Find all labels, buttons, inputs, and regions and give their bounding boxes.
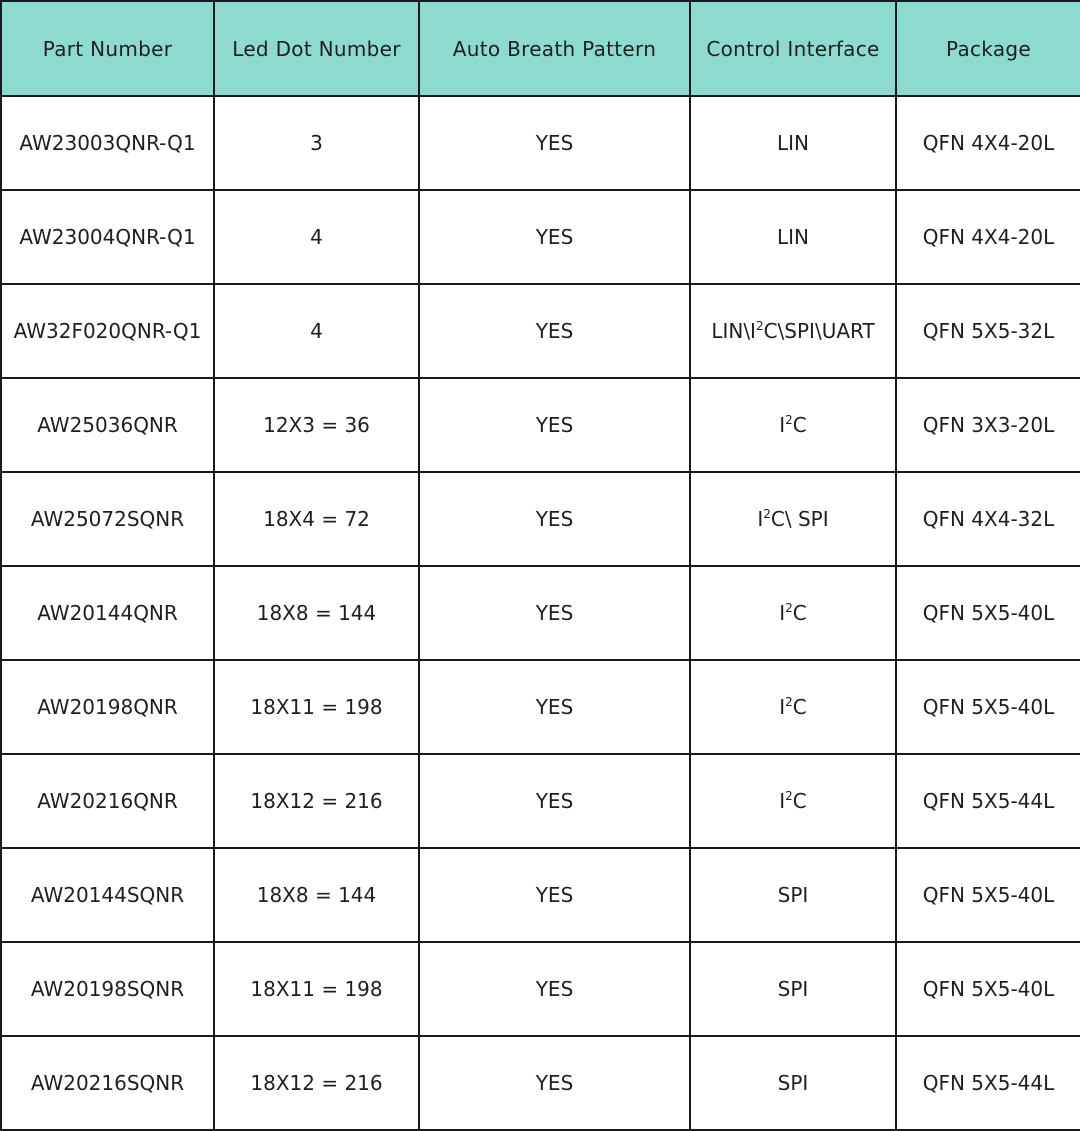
cell-led-dot-number: 18X8 = 144 bbox=[214, 566, 419, 660]
cell-auto-breath: YES bbox=[419, 378, 690, 472]
iface-superscript: 2 bbox=[785, 789, 793, 803]
cell-led-dot-number: 18X4 = 72 bbox=[214, 472, 419, 566]
iface-superscript: 2 bbox=[763, 507, 771, 521]
cell-part-number: AW25072SQNR bbox=[1, 472, 214, 566]
cell-auto-breath: YES bbox=[419, 566, 690, 660]
cell-package: QFN 4X4-20L bbox=[896, 190, 1080, 284]
iface-text: SPI bbox=[777, 977, 809, 1001]
iface-text: C bbox=[792, 601, 807, 625]
cell-control-interface bbox=[690, 942, 896, 1036]
header-led-dot-number: Led Dot Number bbox=[214, 1, 419, 96]
cell-led-dot-number: 3 bbox=[214, 96, 419, 190]
iface-superscript: 2 bbox=[785, 413, 793, 427]
iface-text: SPI bbox=[777, 883, 809, 907]
table-row bbox=[1, 284, 1080, 378]
iface-text: LIN bbox=[776, 131, 809, 155]
table-row bbox=[1, 942, 1080, 1036]
cell-control-interface bbox=[690, 660, 896, 754]
cell-part-number: AW20216QNR bbox=[1, 754, 214, 848]
iface-text: C\SPI\UART bbox=[763, 319, 875, 343]
cell-led-dot-number: 12X3 = 36 bbox=[214, 378, 419, 472]
cell-control-interface bbox=[690, 566, 896, 660]
table-row bbox=[1, 190, 1080, 284]
cell-package: QFN 4X4-32L bbox=[896, 472, 1080, 566]
cell-part-number: AW32F020QNR-Q1 bbox=[1, 284, 214, 378]
iface-text: I bbox=[779, 695, 786, 719]
cell-auto-breath: YES bbox=[419, 660, 690, 754]
cell-package: QFN 3X3-20L bbox=[896, 378, 1080, 472]
cell-part-number: AW25036QNR bbox=[1, 378, 214, 472]
cell-package: QFN 5X5-32L bbox=[896, 284, 1080, 378]
cell-part-number: AW23004QNR-Q1 bbox=[1, 190, 214, 284]
cell-part-number: AW20198QNR bbox=[1, 660, 214, 754]
header-control-interface: Control Interface bbox=[690, 1, 896, 96]
table-row bbox=[1, 660, 1080, 754]
cell-control-interface bbox=[690, 284, 896, 378]
cell-part-number: AW23003QNR-Q1 bbox=[1, 96, 214, 190]
cell-led-dot-number: 18X12 = 216 bbox=[214, 1036, 419, 1130]
table-row bbox=[1, 96, 1080, 190]
cell-package: QFN 5X5-44L bbox=[896, 754, 1080, 848]
cell-part-number: AW20144SQNR bbox=[1, 848, 214, 942]
cell-led-dot-number: 18X11 = 198 bbox=[214, 942, 419, 1036]
cell-package: QFN 5X5-40L bbox=[896, 660, 1080, 754]
cell-led-dot-number: 18X8 = 144 bbox=[214, 848, 419, 942]
iface-text: I bbox=[779, 601, 786, 625]
cell-part-number: AW20216SQNR bbox=[1, 1036, 214, 1130]
table-body bbox=[1, 96, 1080, 1130]
cell-control-interface bbox=[690, 848, 896, 942]
cell-auto-breath: YES bbox=[419, 284, 690, 378]
cell-control-interface bbox=[690, 190, 896, 284]
cell-control-interface bbox=[690, 754, 896, 848]
cell-auto-breath: YES bbox=[419, 1036, 690, 1130]
cell-part-number: AW20144QNR bbox=[1, 566, 214, 660]
iface-text: LIN\I bbox=[711, 319, 756, 343]
cell-auto-breath: YES bbox=[419, 190, 690, 284]
header-part-number: Part Number bbox=[1, 1, 214, 96]
iface-superscript: 2 bbox=[785, 601, 793, 615]
iface-text: I bbox=[757, 507, 764, 531]
cell-part-number: AW20198SQNR bbox=[1, 942, 214, 1036]
table-row bbox=[1, 1036, 1080, 1130]
cell-auto-breath: YES bbox=[419, 472, 690, 566]
iface-text: C bbox=[792, 789, 807, 813]
cell-auto-breath: YES bbox=[419, 754, 690, 848]
cell-package: QFN 5X5-40L bbox=[896, 942, 1080, 1036]
cell-auto-breath: YES bbox=[419, 942, 690, 1036]
header-auto-breath-pattern: Auto Breath Pattern bbox=[419, 1, 690, 96]
cell-package: QFN 4X4-20L bbox=[896, 96, 1080, 190]
cell-auto-breath: YES bbox=[419, 96, 690, 190]
iface-text: I bbox=[779, 789, 786, 813]
header-row bbox=[1, 1, 1080, 96]
cell-control-interface bbox=[690, 1036, 896, 1130]
cell-led-dot-number: 4 bbox=[214, 190, 419, 284]
cell-led-dot-number: 18X12 = 216 bbox=[214, 754, 419, 848]
iface-text: I bbox=[779, 413, 786, 437]
cell-control-interface bbox=[690, 378, 896, 472]
iface-text: LIN bbox=[776, 225, 809, 249]
cell-package: QFN 5X5-40L bbox=[896, 566, 1080, 660]
iface-text: SPI bbox=[777, 1071, 809, 1095]
table-row bbox=[1, 566, 1080, 660]
iface-text: C bbox=[792, 413, 807, 437]
table-header bbox=[1, 1, 1080, 96]
iface-text: C\ SPI bbox=[770, 507, 829, 531]
iface-superscript: 2 bbox=[755, 319, 764, 333]
table-row bbox=[1, 754, 1080, 848]
cell-auto-breath: YES bbox=[419, 848, 690, 942]
iface-text: C bbox=[792, 695, 807, 719]
cell-control-interface bbox=[690, 96, 896, 190]
cell-control-interface bbox=[690, 472, 896, 566]
table-row bbox=[1, 378, 1080, 472]
cell-led-dot-number: 18X11 = 198 bbox=[214, 660, 419, 754]
table-row bbox=[1, 472, 1080, 566]
cell-package: QFN 5X5-40L bbox=[896, 848, 1080, 942]
iface-superscript: 2 bbox=[785, 695, 793, 709]
header-package: Package bbox=[896, 1, 1080, 96]
table-row bbox=[1, 848, 1080, 942]
cell-package: QFN 5X5-44L bbox=[896, 1036, 1080, 1130]
cell-led-dot-number: 4 bbox=[214, 284, 419, 378]
